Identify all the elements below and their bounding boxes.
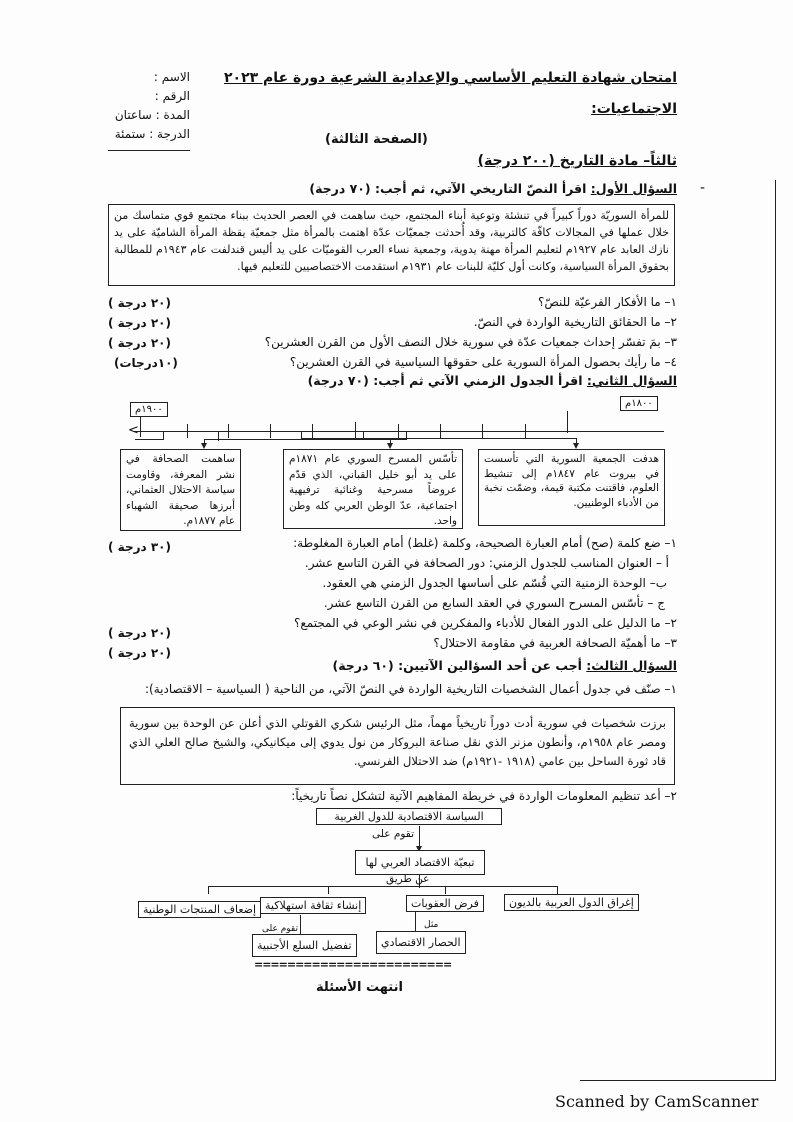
- q1-question: ١– ما الأفكار الفرعيّة للنصّ؟: [537, 295, 677, 309]
- mark: (٢٠ درجة ): [108, 646, 171, 660]
- end-note: انتهت الأسئلة: [316, 980, 403, 995]
- q2-statement: أ – العنوان المناسب للجدول الزمني: دور الصحافة في القرن التاسع عشر.: [304, 556, 669, 570]
- q1-questions: [265, 292, 677, 372]
- tick: [525, 424, 526, 438]
- q2-title: اقرأ الجدول الزمني الآتي ثم أجب: (٧٠ درجة): [307, 373, 583, 388]
- connector: [363, 438, 576, 439]
- q1-question: ٣– بمَ تفسّر إحداث جمعيات عدّة في سورية خلال النصف الأول من القرن العشرين؟: [264, 335, 677, 349]
- q2-prefix: السؤال الثاني:: [586, 373, 677, 388]
- q3-question-2: ٢– أعد تنظيم المعلومات الواردة في خريطة المفاهيم الآتية لتشكل نصاً تاريخياً:: [291, 789, 677, 803]
- connector: [328, 886, 329, 894]
- frame-line: [580, 1080, 776, 1081]
- mark: (٢٠ درجة ): [108, 316, 171, 330]
- page-label: (الصفحة الثالثة): [325, 132, 428, 147]
- map-branch: إغراق الدول العربية بالديون: [504, 894, 639, 911]
- tick: [312, 424, 313, 438]
- timeline-end-label: ١٩٠٠م: [130, 402, 168, 417]
- tick: [440, 424, 441, 438]
- frame-line: [775, 180, 776, 1080]
- connector: [208, 886, 209, 894]
- tick: [567, 411, 568, 433]
- mark: (٢٠ درجة ): [108, 296, 171, 310]
- q2-question: ٣– ما أهميّة الصحافة العربية في مقاومة الاحتلال؟: [433, 636, 677, 650]
- connector: [445, 886, 446, 894]
- map-branch: فرض العقوبات: [406, 895, 484, 912]
- info-grade: الدرجة : ستمئة: [114, 127, 190, 141]
- mark: (٢٠ درجة ): [108, 336, 171, 350]
- section-title: ثالثاً– مادة التاريخ (٢٠٠ درجة): [477, 153, 677, 169]
- q2-header: [308, 373, 677, 388]
- map-mid: تبعيّة الاقتصاد العربي لها: [355, 850, 485, 875]
- q1-question: ٤– ما رأيك بحصول المرأة السورية على حقوقها السياسية في القرن العشرين؟: [289, 355, 677, 369]
- q1-prefix: السؤال الأول:: [590, 181, 677, 196]
- map-root: السياسة الاقتصادية للدول الغربية: [316, 808, 502, 825]
- q3-title: أجب عن أحد السؤالين الآتيين: (٦٠ درجة): [332, 658, 582, 673]
- q3-question-1: ١– صنّف في جدول أعمال الشخصيات التاريخية الواردة في النصّ الآتي، من الناحية ( السياسية – الاقتصادية):: [144, 682, 677, 696]
- q2-question: ١– ضع كلمة (صح) أمام العبارة الصحيحة، وكلمة (غلط) أمام العبارة المغلوطة:: [293, 536, 677, 550]
- arrow-left-icon: <: [128, 423, 139, 438]
- tick: [398, 424, 399, 438]
- q3-header: [332, 658, 677, 673]
- q1-title: اقرأ النصّ التاريخي الآتي، ثم أجب: (٧٠ درجة): [309, 181, 587, 196]
- link-label: تقوم على: [262, 924, 298, 934]
- tick: [140, 415, 141, 437]
- connector: [135, 439, 164, 440]
- timeline-start-label: ١٨٠٠م: [620, 396, 658, 411]
- q2-questions: [293, 533, 677, 653]
- q3-prefix: السؤال الثالث:: [586, 658, 677, 673]
- scan-mark: -: [700, 180, 706, 196]
- exam-title: امتحان شهادة التعليم الأساسي والإعدادية الشرعية دورة عام ٢٠٢٣: [223, 70, 677, 86]
- connector: [300, 915, 301, 935]
- link-label: تقوم على: [372, 828, 414, 840]
- map-sub: تفضيل السلع الأجنبية: [252, 934, 357, 957]
- mark: (٣٠ درجة ): [108, 540, 171, 554]
- map-sub: الحصار الاقتصادي: [376, 931, 466, 954]
- map-branch: إضعاف المنتجات الوطنية: [138, 901, 261, 918]
- camscanner-watermark: Scanned by CamScanner: [555, 1092, 759, 1111]
- connector: [557, 886, 558, 894]
- connector: [415, 912, 416, 932]
- q2-question: ٢– ما الدليل على الدور الفعال للأدباء والمفكرين في نشر الوعي في المجتمع؟: [294, 616, 677, 630]
- q2-statement: ج – تأسّس المسرح السوري في العقد السابع من القرن التاسع عشر.: [323, 596, 665, 610]
- link-label: مثل: [424, 920, 439, 930]
- info-number: الرقم :: [154, 89, 190, 103]
- timeline-event: هدفت الجمعية السورية التي تأسست في بيروت عام ١٨٤٧م إلى تنشيط العلوم، فاقتنت مكتبة قيمة، وضمّت نخبة من الأدباء الوطنيين.: [478, 449, 665, 526]
- q3-passage: برزت شخصيات في سورية أدت دوراً تاريخياً مهماً، مثل الرئيس شكري القوتلي الذي أعلن عن الوحدة بين سورية ومصر عام ١٩٥٨م، وأنطون مزنر الذي نقل صناعة البروكار من نول يدوي إلى ميكانيكي، والشيخ صالح العلي الذي قاد ثورة الساحل بين عامي (١٩١٨ -١٩٢١م) ضد الاحتلال الفرنسي.: [120, 707, 675, 785]
- mark: (٢٠ درجة ): [108, 626, 171, 640]
- connector: [163, 431, 164, 439]
- info-duration: المدة : ساعتان: [114, 108, 190, 122]
- map-branch: إنشاء ثقافة استهلاكية: [260, 897, 366, 914]
- separator: ========================: [254, 958, 452, 971]
- timeline-event: ساهمت الصحافة في نشر المعرفة، وقاومت سياسة الاحتلال العثماني، أبرزها صحيفة الشهباء عام ١٨٧٧م.: [120, 449, 241, 531]
- student-info: [108, 68, 190, 151]
- info-name: الاسم :: [153, 70, 190, 84]
- q1-question: ٢– ما الحقائق التاريخية الواردة في النصّ.: [473, 315, 677, 329]
- tick: [482, 424, 483, 438]
- tick: [187, 424, 188, 438]
- q1-header: [309, 181, 677, 196]
- timeline-event: تأسّس المسرح السوري عام ١٨٧١م على يد أبو خليل القباني، الذي قدّم عروضاً مسرحية وغنائية ترفيهية اجتماعية، عدّ الوطن العربي كله وطن واحد.: [283, 449, 463, 529]
- q2-statement: ب– الوحدة الزمنية التي قُسّم على أساسها الجدول الزمني هي العقود.: [322, 576, 667, 590]
- connector: [208, 886, 558, 887]
- mark: (١٠درجات): [114, 356, 178, 370]
- tick: [228, 424, 229, 438]
- tick: [270, 424, 271, 438]
- q1-passage: للمرأة السوريّة دوراً كبيراً في تنشئة وتوعية أبناء المجتمع، حيث ساهمت في العصر الحديث ببناء مجتمع قوي متماسك من خلال عملها في المجالات كافّة كالتربية، وقد أُحدثت جمعيّات عدّة اهتمت بالمرأة مثل جمعيّة يقظة المرأة الشاميّة على يد نازك العابد عام ١٩٢٧م لتعليم المرأة مهنة يدوية، وجمعية نساء العرب القوميّات على يد أليس قندلفت عام ١٩٤٣م للمطالبة بحقوق المرأة السياسية، وكانت أول كليّة للبنات عام ١٩٣١م استقدمت الاختصاصيين للتعليم فيها.: [108, 204, 675, 286]
- subject-title: الاجتماعيات:: [591, 101, 677, 117]
- link-label: عن طريق: [386, 873, 430, 885]
